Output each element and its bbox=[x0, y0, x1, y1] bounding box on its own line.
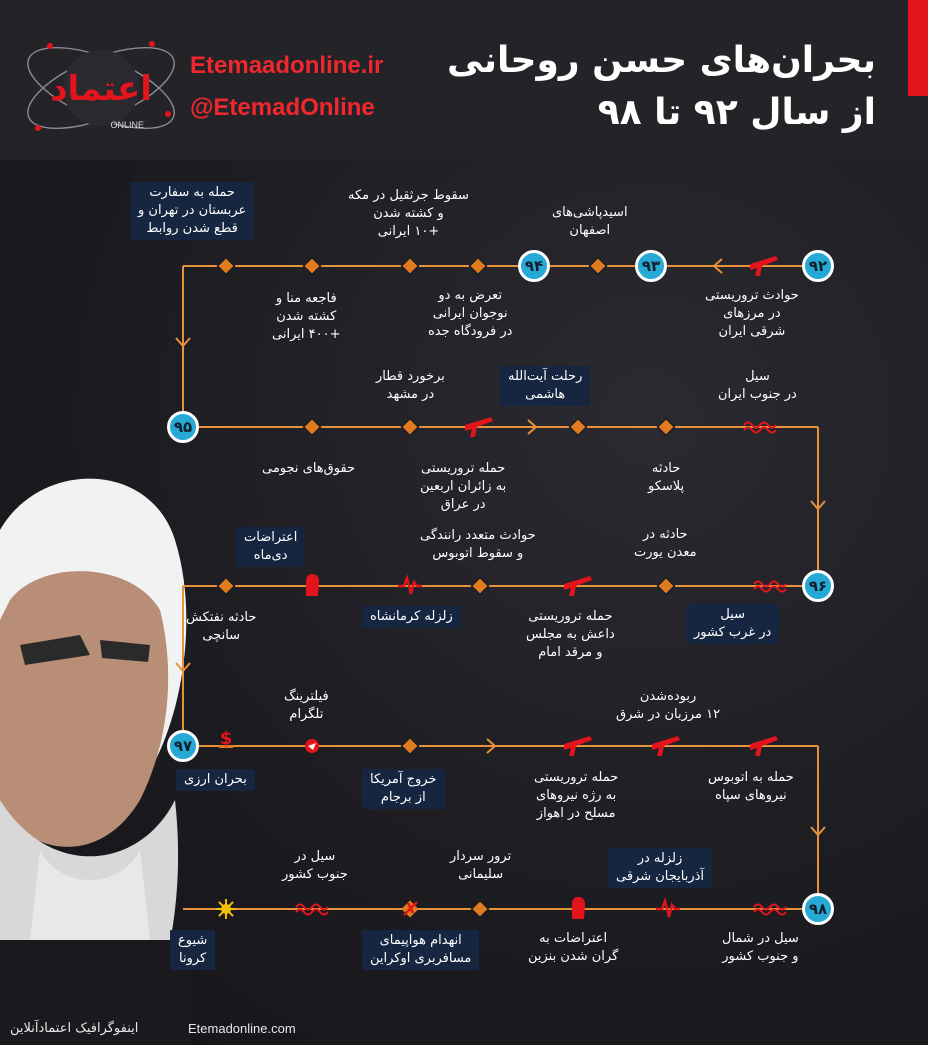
event-label: حمله به سفارت عربستان در تهران و قطع شدن روابط bbox=[130, 182, 254, 240]
event-label: حوادث تروریستی در مرزهای شرقی ایران bbox=[705, 288, 799, 339]
page-title: بحران‌های حسن روحانی bbox=[447, 40, 876, 81]
event-label: زلزله کرمانشاه bbox=[362, 606, 461, 628]
diamond-marker bbox=[570, 419, 587, 436]
quake-icon bbox=[656, 901, 680, 917]
event-label: فاجعه منا و کشته شدن +۴۰۰ ایرانی bbox=[272, 291, 341, 342]
diamond-marker bbox=[304, 419, 321, 436]
event-label: ترور سردار سلیمانی bbox=[450, 849, 512, 882]
event-label: حادثه در معدن یورت bbox=[634, 527, 697, 560]
virus-icon bbox=[216, 899, 236, 919]
year-node-92: ۹۲ bbox=[802, 250, 834, 282]
diamond-marker bbox=[218, 578, 235, 595]
diamond-marker bbox=[658, 419, 675, 436]
year-node-93: ۹۳ bbox=[635, 250, 667, 282]
diamond-marker bbox=[658, 578, 675, 595]
event-label: انهدام هواپیمای مسافربری اوکراین bbox=[362, 930, 479, 970]
diamond-marker bbox=[590, 258, 607, 275]
website-link[interactable]: Etemaadonline.ir bbox=[190, 52, 384, 79]
footer-credit: اینفوگرافیک اعتمادآنلاین bbox=[10, 1021, 139, 1036]
plane-icon bbox=[402, 901, 419, 918]
event-label: اسیدپاشی‌های اصفهان bbox=[552, 205, 628, 238]
event-label: اعتراضات دی‌ماه bbox=[236, 527, 305, 567]
event-label: رحلت آیت‌الله هاشمی bbox=[500, 366, 590, 406]
diamond-marker bbox=[304, 258, 321, 275]
dollar-icon bbox=[219, 728, 233, 749]
svg-text:$: $ bbox=[219, 728, 233, 749]
event-label: حمله تروریستی به زائران اربعین در عراق bbox=[420, 461, 507, 512]
event-label: اعتراضات به گران شدن بنزین bbox=[528, 931, 619, 964]
event-label: ربوده‌شدن ۱۲ مرزبان در شرق bbox=[616, 689, 721, 722]
footer-site[interactable]: Etemadonline.com bbox=[188, 1021, 296, 1036]
telegram-icon bbox=[305, 739, 319, 753]
diamond-marker bbox=[402, 419, 419, 436]
diamond-marker bbox=[472, 578, 489, 595]
event-label: برخورد قطار در مشهد bbox=[376, 369, 445, 402]
year-node-97: ۹۷ bbox=[167, 730, 199, 762]
event-label: حوادث متعدد رانندگی و سقوط اتوبوس bbox=[420, 528, 536, 561]
year-node-96: ۹۶ bbox=[802, 570, 834, 602]
event-label: شیوع کرونا bbox=[170, 930, 215, 970]
social-handle[interactable]: @EtemadOnline bbox=[190, 94, 375, 121]
event-label: حادثه نفتکش سانچی bbox=[186, 610, 257, 643]
event-label: حمله تروریستی داعش به مجلس و مرقد امام bbox=[526, 609, 615, 660]
event-label: سیل در جنوب کشور bbox=[282, 849, 348, 882]
event-label: حمله به اتوبوس نیروهای سپاه bbox=[708, 770, 794, 803]
diamond-marker bbox=[402, 738, 419, 755]
diamond-marker bbox=[402, 258, 419, 275]
year-node-98: ۹۸ bbox=[802, 893, 834, 925]
year-node-94: ۹۴ bbox=[518, 250, 550, 282]
event-label: حمله تروریستی به رژه نیروهای مسلح در اهواز bbox=[534, 770, 619, 821]
event-label: بحران ارزی bbox=[176, 769, 255, 791]
event-label: زلزله در آذربایجان شرقی bbox=[608, 848, 712, 888]
fist-icon bbox=[306, 574, 319, 596]
diamond-marker bbox=[470, 258, 487, 275]
svg-text:اعتماد: اعتماد bbox=[50, 69, 152, 109]
event-label: سیل در جنوب ایران bbox=[718, 369, 797, 402]
event-label: فیلترینگ تلگرام bbox=[284, 689, 329, 722]
year-node-95: ۹۵ bbox=[167, 411, 199, 443]
event-label: سیل در غرب کشور bbox=[686, 604, 779, 644]
event-label: خروج آمریکا از برجام bbox=[362, 769, 445, 809]
quake-icon bbox=[398, 578, 422, 594]
event-label: حادثه پلاسکو bbox=[648, 461, 685, 494]
event-label: سیل در شمال و جنوب کشور bbox=[722, 931, 799, 964]
diamond-marker bbox=[472, 901, 489, 918]
svg-text:ONLINE: ONLINE bbox=[110, 120, 144, 130]
event-label: سقوط جرثقیل در مکه و کشته شدن +۱۰ ایرانی bbox=[348, 188, 469, 239]
event-label: حقوق‌های نجومی bbox=[262, 461, 356, 476]
diamond-marker bbox=[218, 258, 235, 275]
fist-icon bbox=[572, 897, 585, 919]
event-label: تعرض به دو نوجوان ایرانی در فرودگاه جده bbox=[428, 288, 513, 339]
page-subtitle: از سال ۹۲ تا ۹۸ bbox=[597, 92, 876, 133]
